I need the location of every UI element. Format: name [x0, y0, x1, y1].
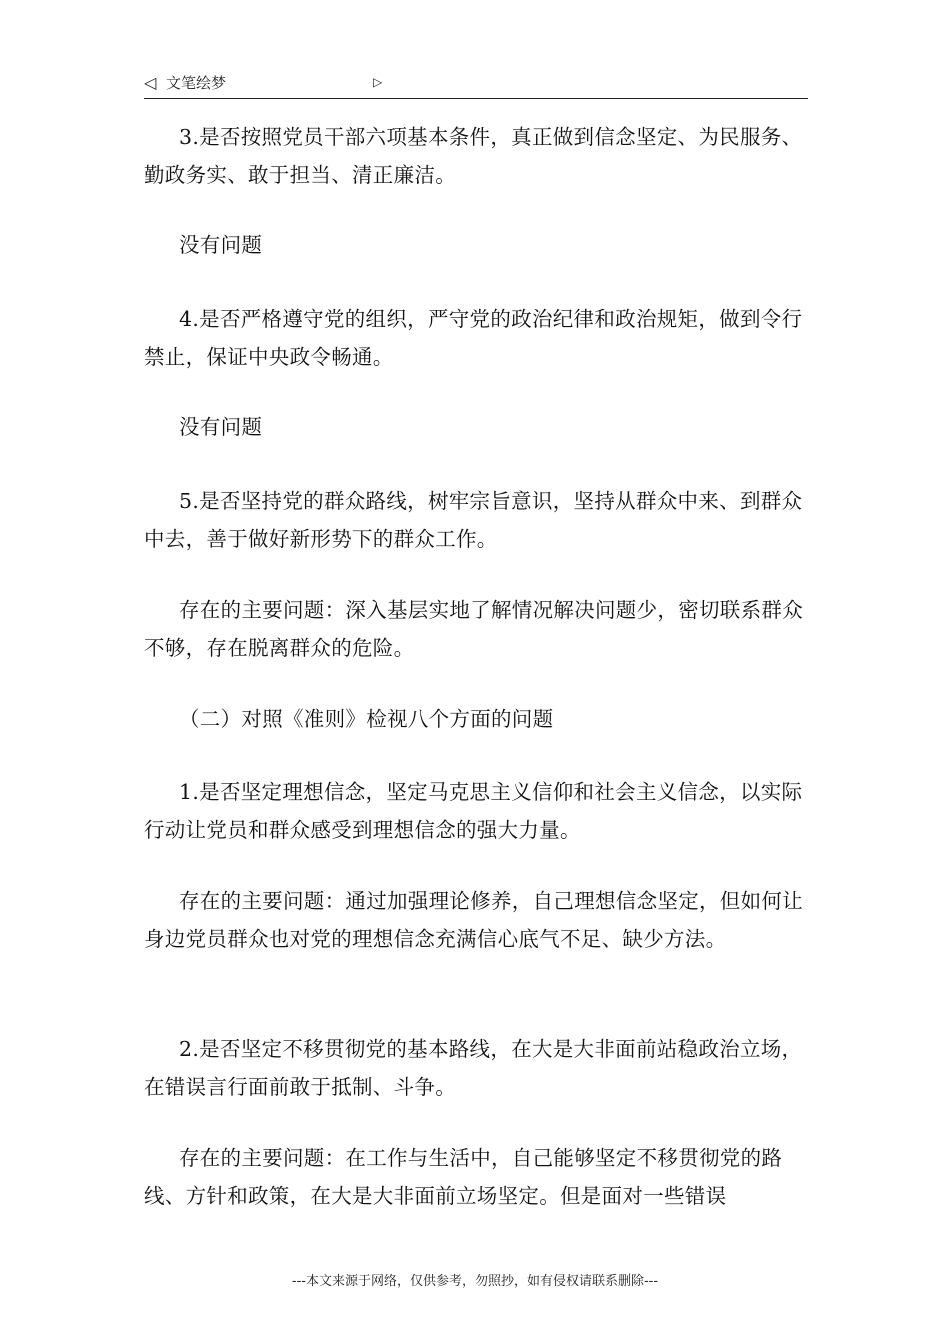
paragraph: 3.是否按照党员干部六项基本条件，真正做到信念坚定、为民服务、勤政务实、敢于担当、清正廉洁。 — [144, 125, 803, 187]
paragraph: 存在的主要问题：在工作与生活中，自己能够坚定不移贯彻党的路线、方针和政策，在大是大非面前立场坚定。但是面对一些错误 — [144, 1146, 783, 1208]
paragraph: 1.是否坚定理想信念，坚定马克思主义信仰和社会主义信念，以实际行动让党员和群众感受到理想信念的强大力量。 — [144, 780, 803, 842]
page-header — [144, 72, 808, 99]
paragraph: 没有问题 — [179, 233, 263, 257]
paragraph: 5.是否坚持党的群众路线，树牢宗旨意识，坚持从群众中来、到群众中去，善于做好新形势下的群众工作。 — [144, 489, 803, 551]
paragraph: 存在的主要问题：深入基层实地了解情况解决问题少，密切联系群众不够，存在脱离群众的危险。 — [144, 598, 803, 660]
triangle-right-icon: ▷ — [373, 75, 383, 89]
paragraph: 4.是否严格遵守党的组织，严守党的政治纪律和政治规矩，做到令行禁止，保证中央政令畅通。 — [144, 307, 803, 369]
paragraph: 2.是否坚定不移贯彻党的基本路线，在大是大非面前站稳政治立场，在错误言行面前敢于抵制、斗争。 — [144, 1037, 803, 1099]
section-heading: （二）对照《准则》检视八个方面的问题 — [179, 707, 554, 731]
header-brand: 文笔绘梦 — [166, 74, 227, 92]
paragraph: 没有问题 — [179, 415, 263, 439]
paragraph: 存在的主要问题：通过加强理论修养，自己理想信念坚定，但如何让身边党员群众也对党的理想信念充满信心底气不足、缺少方法。 — [144, 889, 803, 951]
page-footer: ---本文来源于网络，仅供参考，勿照抄，如有侵权请联系删除--- — [291, 1274, 659, 1289]
triangle-left-icon: ◁ — [144, 73, 157, 92]
